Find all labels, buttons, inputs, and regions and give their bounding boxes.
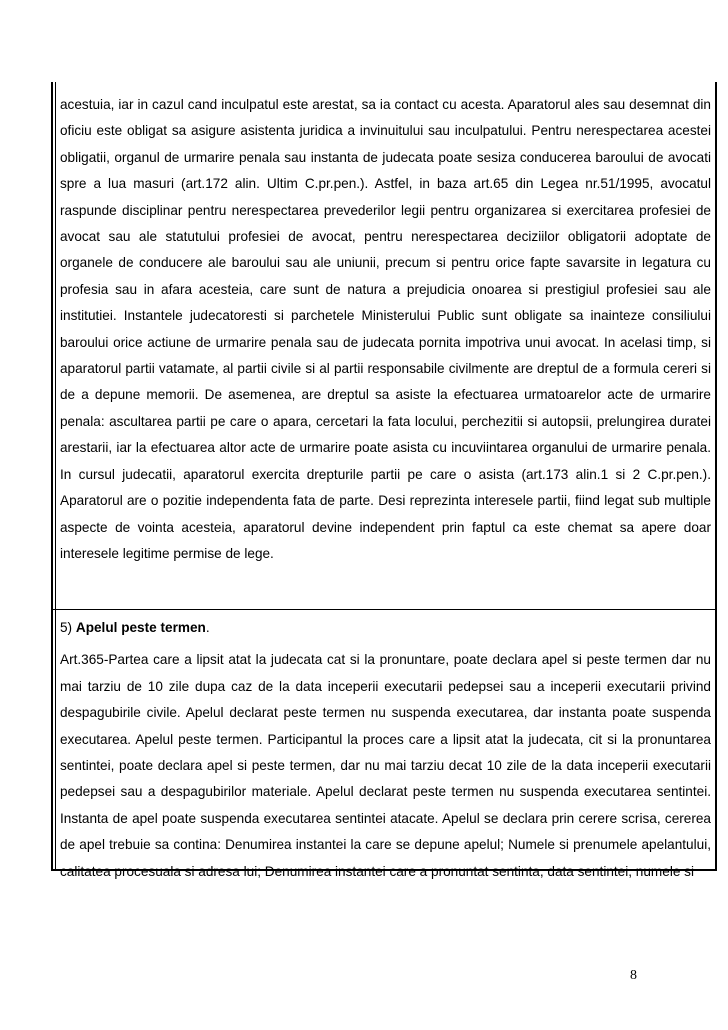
page-number: 8 bbox=[630, 968, 637, 983]
table-cell-section-5 bbox=[60, 615, 711, 885]
table-cell-previous-section bbox=[60, 92, 711, 567]
table-left-border bbox=[51, 82, 53, 870]
table-row-divider bbox=[51, 609, 717, 610]
section-number: 5) bbox=[60, 620, 73, 635]
body-paragraph: acestuia, iar in cazul cand inculpatul este arestat, sa ia contact cu acesta. Aparatorul ales sau desemnat din oficiu este obligat sa asigure asistenta juridica a invinuitului sau inculpatului. Pentru nerespectarea acestei obligatii, organul de urmarire penala sau instanta de judecata poate sesiza conducerea baroului de avocati spre a lua masuri (art.172 alin. Ultim C.pr.pen.). Astfel, in baza art.65 din Legea nr.51/1995, avocatul raspunde disciplinar pentru nerespectarea prevederilor legii pentru organizarea si exercitarea profesiei de avocat sau ale statutului profesiei de avocat, pentru nerespectarea deciziilor obligatorii adoptate de organele de conducere ale baroului sau ale uniunii, precum si pentru orice fapte savarsite in legatura cu profesia sau in afara acesteia, care sunt de natura a prejudicia onoarea si prestigiul profesiei sau ale institutiei. Instantele judecatoresti si parchetele Ministerului Public sunt obligate sa inainteze consiliului baroului orice actiune de urmarire penala sau de judecata pornita impotriva unui avocat. In acelasi timp, si aparatorul partii vatamate, al partii civile si al partii responsabile civilmente are dreptul de a formula cereri si de a depune memorii. De asemenea, are dreptul sa asiste la efectuarea urmatoarelor acte de urmarire penala: ascultarea partii pe care o apara, cercetari la fata locului, perchezitii si autopsii, prelungirea duratei arestarii, iar la efectuarea altor acte de urmarire poate asista cu incuviintarea organului de urmarire penala. In cursul judecatii, aparatorul exercita drepturile partii pe care o asista (art.173 alin.1 si 2 C.pr.pen.). Aparatorul are o pozitie independenta fata de parte. Desi reprezinta interesele partii, fiind legat sub multiple aspecte de vointa acesteia, aparatorul devine independent prin faptul ca este chemat sa apere doar interesele legitime permise de lege. bbox=[60, 97, 711, 561]
section-title: Apelul peste termen bbox=[75, 620, 206, 635]
table-left-inner-border bbox=[55, 82, 56, 870]
section-title-suffix: . bbox=[205, 620, 210, 635]
table-right-border bbox=[715, 82, 717, 870]
body-paragraph: Art.365-Partea care a lipsit atat la judecata cat si la pronuntare, poate declara apel si peste termen dar nu mai tarziu de 10 zile dupa caz de la data inceperii executarii pedepsei sau a inceperii executarii privind despagubirile civile. Apelul declarat peste termen nu suspenda executarea, dar instanta poate suspenda executarea. Apelul peste termen. Participantul la proces care a lipsit atat la judecata, cit si la pronuntarea sentintei, poate declara apel si peste termen, dar nu mai tarziu decat 10 zile de la data inceperii executarii pedepsei sau a despagubirilor materiale. Apelul declarat peste termen nu suspenda executarea sentintei. Instanta de apel poate suspenda executarea sentintei atacate. Apelul se declara prin cerere scrisa, cererea de apel trebuie sa contina: Denumirea instantei la care se depune apelul; Numele si prenumele apelantului, calitatea procesuala si adresa lui; Denumirea instantei care a pronuntat sentinta, data sentintei, numele si bbox=[60, 652, 711, 879]
section-heading bbox=[60, 615, 711, 641]
